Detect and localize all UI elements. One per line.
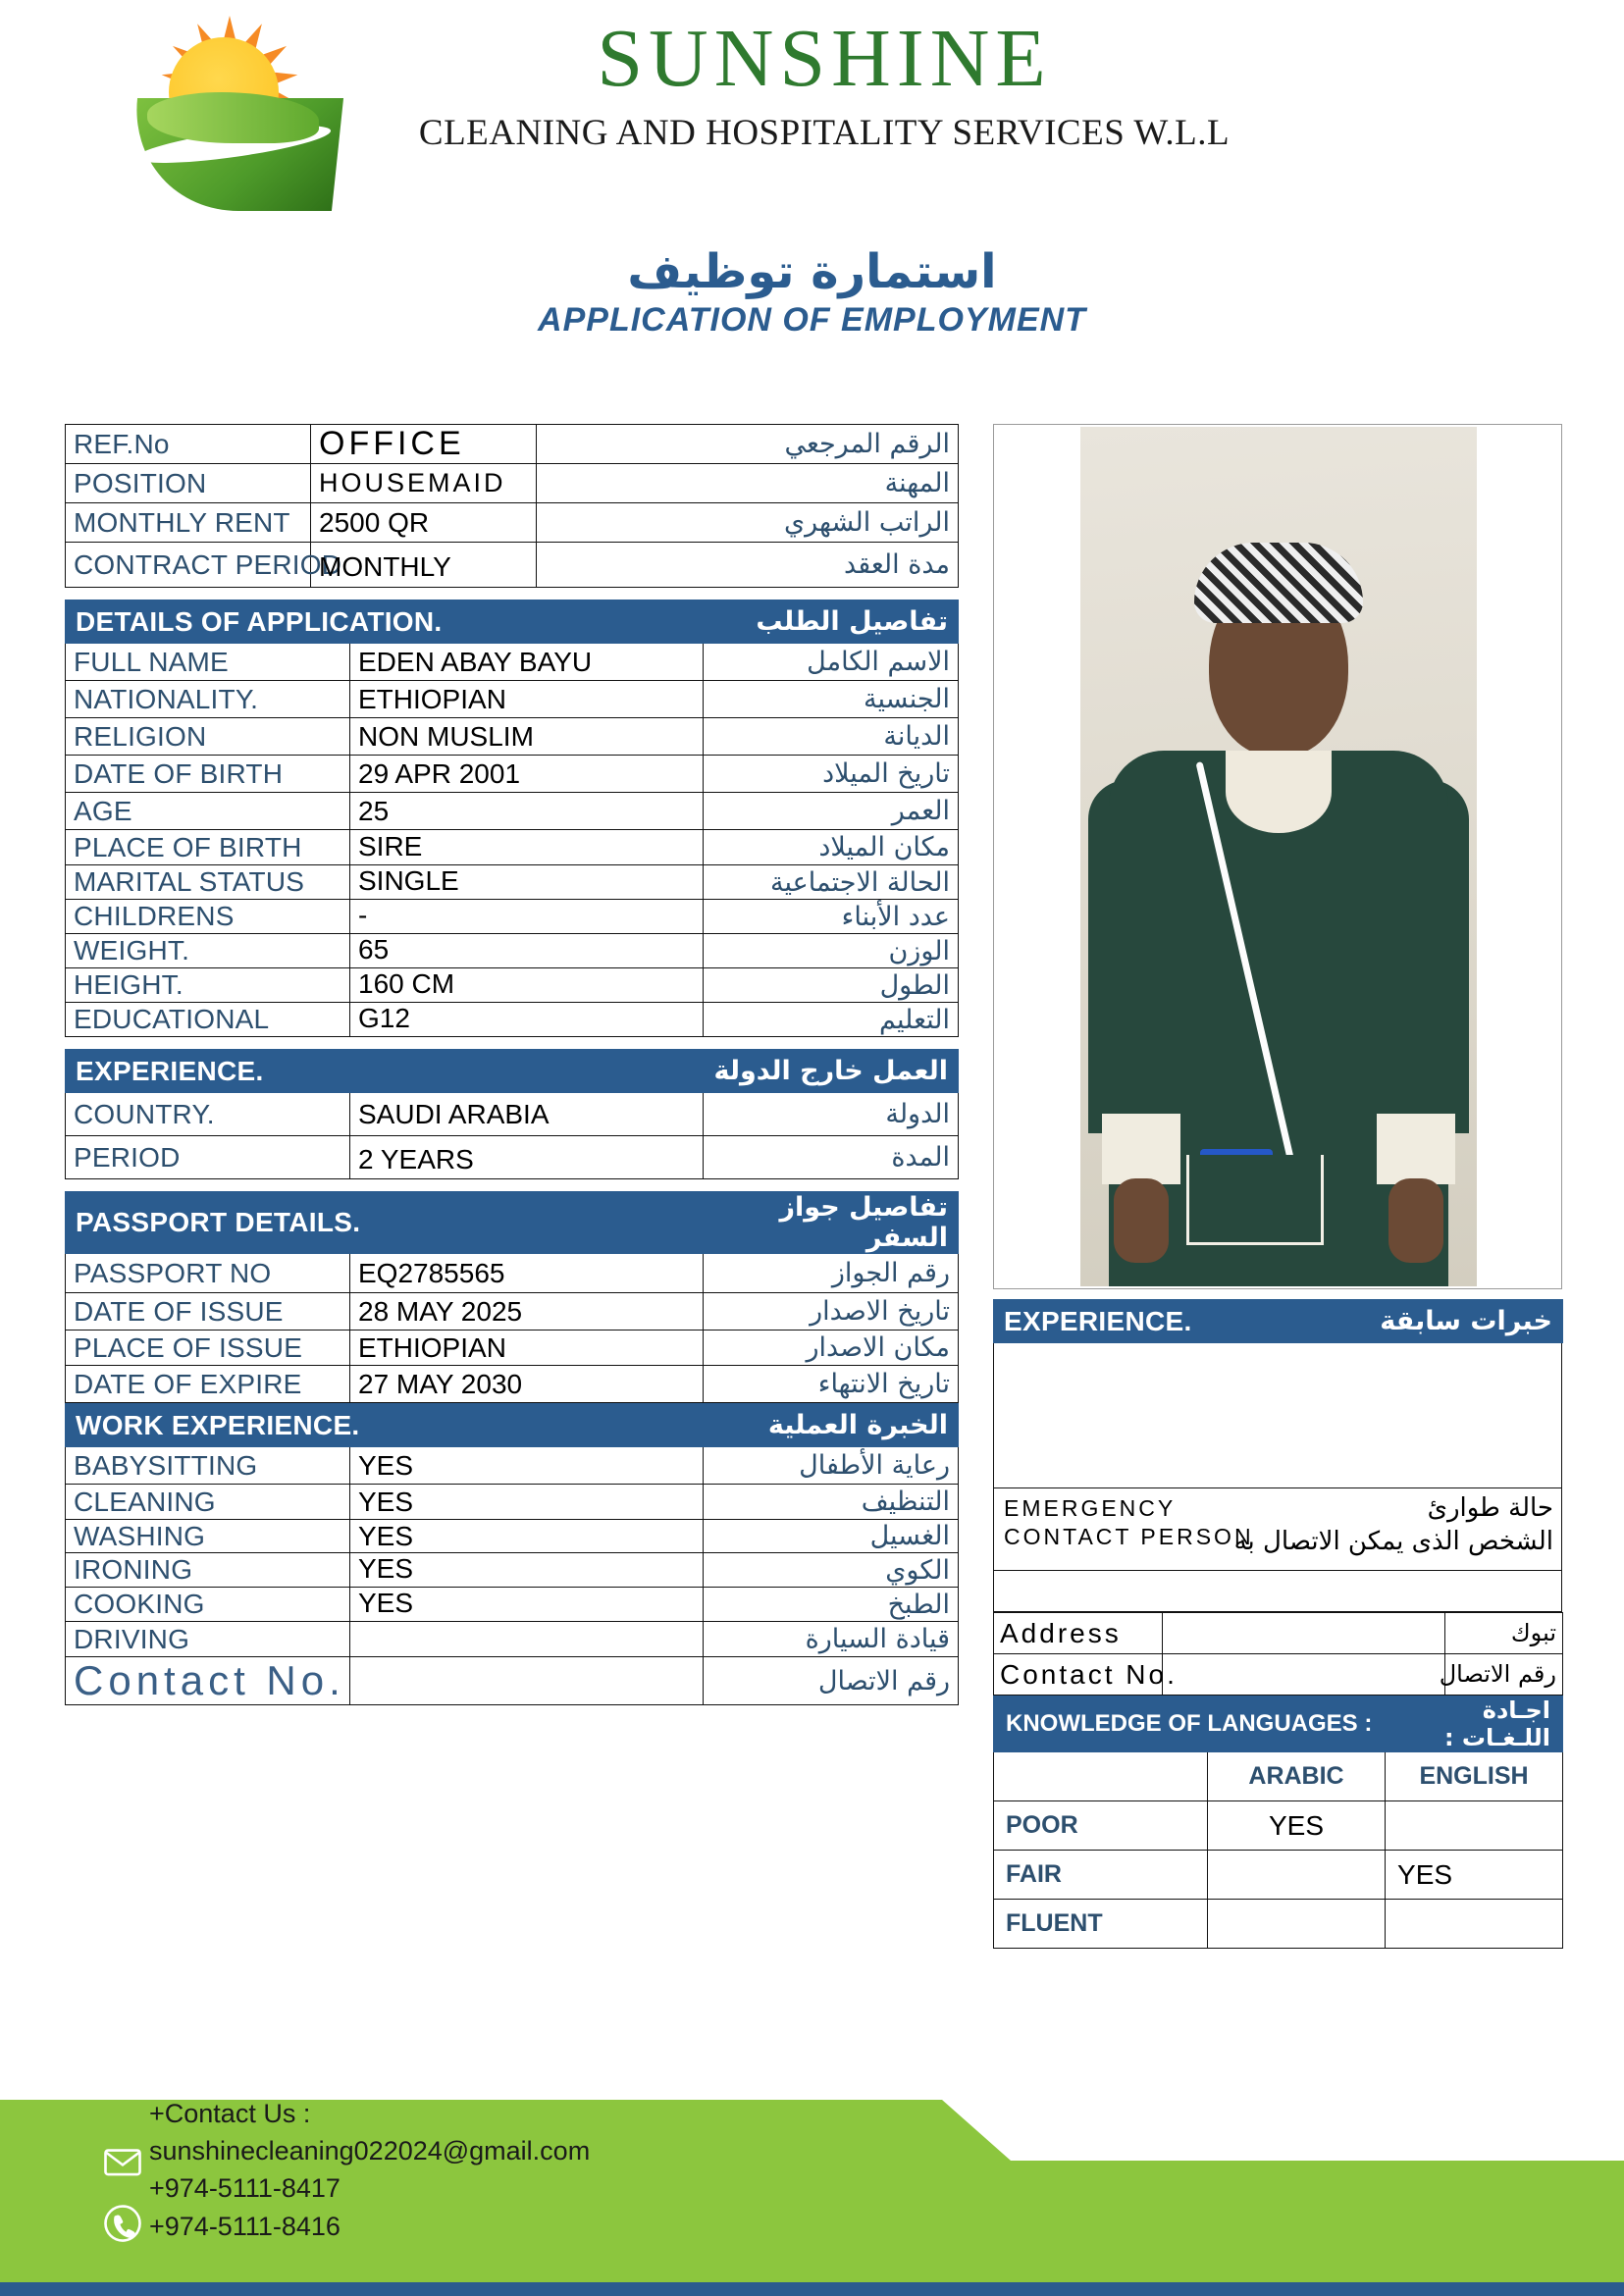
footer-contact-heading: +Contact Us : bbox=[149, 2098, 311, 2128]
previous-experience-table bbox=[993, 1299, 1563, 1343]
table-row bbox=[66, 718, 959, 756]
language-poor-arabic[interactable]: YES bbox=[1208, 1801, 1386, 1851]
passport-details-table bbox=[65, 1191, 959, 1403]
table-row bbox=[66, 793, 959, 830]
work-value-driving[interactable] bbox=[350, 1622, 704, 1657]
work-label-babysitting: BABYSITTING bbox=[66, 1447, 350, 1485]
work-arabic-washing: الغسيل bbox=[704, 1520, 959, 1553]
passport-value-issue-place[interactable]: ETHIOPIAN bbox=[350, 1331, 704, 1366]
passport-label-issue-date: DATE OF ISSUE bbox=[66, 1293, 350, 1331]
work-value-washing[interactable]: YES bbox=[350, 1520, 704, 1553]
document-header bbox=[0, 0, 1624, 245]
previous-experience-block bbox=[993, 1299, 1562, 1488]
details-band-arabic: تفاصيل الطلب bbox=[704, 600, 959, 644]
work-contact-no-arabic: رقم الاتصال bbox=[704, 1657, 959, 1705]
table-row bbox=[66, 1588, 959, 1622]
detail-value-dob[interactable]: 29 APR 2001 bbox=[350, 756, 704, 793]
table-row bbox=[66, 865, 959, 900]
detail-label-age: AGE bbox=[66, 793, 350, 830]
language-level-poor: POOR bbox=[994, 1801, 1208, 1851]
detail-arabic-childrens: عدد الأبناء bbox=[704, 900, 959, 934]
detail-arabic-nationality: الجنسية bbox=[704, 681, 959, 718]
previous-experience-band-arabic: خبرات سابقة bbox=[1318, 1300, 1563, 1343]
languages-band bbox=[994, 1696, 1563, 1752]
detail-label-marital-status: MARITAL STATUS bbox=[66, 865, 350, 900]
detail-arabic-dob: تاريخ الميلاد bbox=[704, 756, 959, 793]
envelope-icon bbox=[102, 2140, 143, 2181]
passport-arabic-expire-date: تاريخ الانتهاء bbox=[704, 1366, 959, 1403]
address-value[interactable] bbox=[1163, 1613, 1445, 1654]
table-row bbox=[994, 1654, 1563, 1696]
work-arabic-driving: قيادة السيارة bbox=[704, 1622, 959, 1657]
work-label-ironing: IRONING bbox=[66, 1553, 350, 1588]
emergency-contact-header bbox=[993, 1488, 1562, 1571]
language-fluent-english[interactable] bbox=[1386, 1900, 1563, 1949]
passport-band-arabic: تفاصيل جواز السفر bbox=[704, 1192, 959, 1254]
table-row bbox=[66, 1254, 959, 1293]
work-experience-table bbox=[65, 1403, 959, 1705]
contact-no-value[interactable] bbox=[1163, 1654, 1445, 1696]
right-column bbox=[993, 424, 1562, 1949]
address-label: Address bbox=[994, 1613, 1163, 1654]
work-value-cooking[interactable]: YES bbox=[350, 1588, 704, 1622]
passport-value-issue-date[interactable]: 28 MAY 2025 bbox=[350, 1293, 704, 1331]
table-row bbox=[66, 681, 959, 718]
office-label-rent: MONTHLY RENT bbox=[66, 503, 311, 543]
address-arabic: تبوك bbox=[1445, 1613, 1563, 1654]
contact-no-label: Contact No. bbox=[994, 1654, 1163, 1696]
emergency-contact-arabic: حالة طوارئ الشخص الذى يمكن الاتصال به bbox=[1233, 1493, 1553, 1556]
detail-value-full-name[interactable]: EDEN ABAY BAYU bbox=[350, 644, 704, 681]
office-label-refno: REF.No bbox=[66, 425, 311, 464]
footer-blue-bar bbox=[0, 2282, 1624, 2296]
passport-value-number[interactable]: EQ2785565 bbox=[350, 1254, 704, 1293]
page-title-arabic: استمارة توظيف bbox=[627, 244, 997, 299]
table-row bbox=[66, 1622, 959, 1657]
detail-label-weight: WEIGHT. bbox=[66, 934, 350, 968]
details-band bbox=[66, 600, 959, 644]
office-arabic-position: المهنة bbox=[537, 464, 959, 503]
table-row bbox=[66, 900, 959, 934]
document-title bbox=[0, 245, 1624, 339]
office-label-contract: CONTRACT PERIOD bbox=[66, 543, 311, 588]
table-row bbox=[66, 1553, 959, 1588]
languages-corner-cell bbox=[994, 1752, 1208, 1801]
office-value-refno[interactable]: OFFICE bbox=[311, 425, 537, 464]
language-level-fair: FAIR bbox=[994, 1851, 1208, 1900]
passport-value-expire-date[interactable]: 27 MAY 2030 bbox=[350, 1366, 704, 1403]
languages-band-english: KNOWLEDGE OF LANGUAGES : bbox=[994, 1696, 1386, 1752]
table-row bbox=[66, 644, 959, 681]
address-contact-table bbox=[993, 1612, 1563, 1696]
language-fluent-arabic[interactable] bbox=[1208, 1900, 1386, 1949]
detail-arabic-height: الطول bbox=[704, 968, 959, 1003]
detail-arabic-religion: الديانة bbox=[704, 718, 959, 756]
languages-column-arabic: ARABIC bbox=[1208, 1752, 1386, 1801]
footer-phone-2[interactable]: +974-5111-8416 bbox=[149, 2211, 341, 2241]
office-label-position: POSITION bbox=[66, 464, 311, 503]
detail-arabic-marital-status: الحالة الاجتماعية bbox=[704, 865, 959, 900]
abroad-experience-band-arabic: العمل خارج الدولة bbox=[704, 1050, 959, 1093]
left-column bbox=[65, 424, 958, 1705]
detail-arabic-age: العمر bbox=[704, 793, 959, 830]
detail-label-nationality: NATIONALITY. bbox=[66, 681, 350, 718]
details-band-english: DETAILS OF APPLICATION. bbox=[66, 600, 704, 644]
abroad-experience-band-english: EXPERIENCE. bbox=[66, 1050, 704, 1093]
passport-band bbox=[66, 1192, 959, 1254]
work-contact-no-value[interactable] bbox=[350, 1657, 704, 1705]
languages-band-arabic: اجـادة اللـغـات : bbox=[1386, 1696, 1563, 1752]
detail-value-weight[interactable]: 65 bbox=[350, 934, 704, 968]
office-arabic-rent: الراتب الشهري bbox=[537, 503, 959, 543]
detail-label-full-name: FULL NAME bbox=[66, 644, 350, 681]
abroad-arabic-country: الدولة bbox=[704, 1093, 959, 1136]
abroad-value-period[interactable]: 2 YEARS bbox=[350, 1136, 704, 1179]
table-row bbox=[994, 1801, 1563, 1851]
footer-phone-1[interactable]: +974-5111-8417 bbox=[149, 2173, 341, 2204]
office-value-position[interactable]: HOUSEMAID bbox=[311, 464, 537, 503]
work-value-ironing[interactable]: YES bbox=[350, 1553, 704, 1588]
brand-name: SUNSHINE bbox=[597, 13, 1052, 104]
passport-label-number: PASSPORT NO bbox=[66, 1254, 350, 1293]
office-arabic-refno: الرقم المرجعي bbox=[537, 425, 959, 464]
passport-label-issue-place: PLACE OF ISSUE bbox=[66, 1331, 350, 1366]
work-experience-band-english: WORK EXPERIENCE. bbox=[66, 1404, 704, 1447]
table-row bbox=[994, 1752, 1563, 1801]
table-row bbox=[66, 756, 959, 793]
detail-value-childrens[interactable]: - bbox=[350, 900, 704, 934]
contact-no-arabic: رقم الاتصال bbox=[1445, 1654, 1563, 1696]
work-arabic-cleaning: التنظيف bbox=[704, 1485, 959, 1520]
work-label-cleaning: CLEANING bbox=[66, 1485, 350, 1520]
work-label-driving: DRIVING bbox=[66, 1622, 350, 1657]
details-of-application-table bbox=[65, 600, 959, 1037]
table-row bbox=[66, 425, 959, 464]
table-row bbox=[66, 1093, 959, 1136]
table-row bbox=[66, 1485, 959, 1520]
office-value-rent[interactable]: 2500 QR bbox=[311, 503, 537, 543]
table-row bbox=[66, 503, 959, 543]
work-arabic-ironing: الكوي bbox=[704, 1553, 959, 1588]
passport-band-english: PASSPORT DETAILS. bbox=[66, 1192, 704, 1254]
table-row bbox=[66, 543, 959, 588]
detail-arabic-educational: التعليم bbox=[704, 1003, 959, 1037]
brand-wordmark bbox=[383, 13, 1266, 154]
previous-experience-band bbox=[994, 1300, 1563, 1343]
abroad-arabic-period: المدة bbox=[704, 1136, 959, 1179]
table-row bbox=[66, 464, 959, 503]
emergency-contact-value[interactable] bbox=[993, 1571, 1562, 1612]
emergency-contact-english: EMERGENCY CONTACT PERSON bbox=[1004, 1495, 1254, 1549]
knowledge-of-languages-table bbox=[993, 1696, 1563, 1949]
page-title-english: APPLICATION OF EMPLOYMENT bbox=[538, 301, 1086, 339]
detail-arabic-place-of-birth: مكان الميلاد bbox=[704, 830, 959, 865]
detail-label-dob: DATE OF BIRTH bbox=[66, 756, 350, 793]
previous-experience-band-english: EXPERIENCE. bbox=[994, 1300, 1318, 1343]
office-info-table bbox=[65, 424, 959, 588]
work-value-babysitting[interactable]: YES bbox=[350, 1447, 704, 1485]
languages-column-english: ENGLISH bbox=[1386, 1752, 1563, 1801]
language-poor-english[interactable] bbox=[1386, 1801, 1563, 1851]
table-row bbox=[994, 1900, 1563, 1949]
detail-arabic-weight: الوزن bbox=[704, 934, 959, 968]
detail-value-place-of-birth[interactable]: SIRE bbox=[350, 830, 704, 865]
language-fair-arabic[interactable] bbox=[1208, 1851, 1386, 1900]
applicant-photo bbox=[993, 424, 1562, 1289]
work-arabic-cooking: الطبخ bbox=[704, 1588, 959, 1622]
work-label-cooking: COOKING bbox=[66, 1588, 350, 1622]
document-footer bbox=[0, 2100, 1624, 2296]
detail-label-childrens: CHILDRENS bbox=[66, 900, 350, 934]
detail-value-height[interactable]: 160 CM bbox=[350, 968, 704, 1003]
detail-value-nationality[interactable]: ETHIOPIAN bbox=[350, 681, 704, 718]
table-row bbox=[66, 1366, 959, 1403]
previous-experience-value[interactable] bbox=[993, 1343, 1562, 1488]
passport-arabic-issue-place: مكان الاصدار bbox=[704, 1331, 959, 1366]
table-row bbox=[66, 934, 959, 968]
work-arabic-babysitting: رعاية الأطفال bbox=[704, 1447, 959, 1485]
table-row bbox=[66, 1003, 959, 1037]
detail-label-religion: RELIGION bbox=[66, 718, 350, 756]
detail-label-place-of-birth: PLACE OF BIRTH bbox=[66, 830, 350, 865]
detail-value-marital-status[interactable]: SINGLE bbox=[350, 865, 704, 900]
work-label-washing: WASHING bbox=[66, 1520, 350, 1553]
office-value-contract[interactable]: MONTHLY bbox=[311, 543, 537, 588]
passport-label-expire-date: DATE OF EXPIRE bbox=[66, 1366, 350, 1403]
work-experience-band-arabic: الخبرة العملية bbox=[704, 1404, 959, 1447]
table-row bbox=[66, 1657, 959, 1705]
detail-value-age[interactable]: 25 bbox=[350, 793, 704, 830]
office-arabic-contract: مدة العقد bbox=[537, 543, 959, 588]
table-row bbox=[66, 1293, 959, 1331]
work-contact-no-label: Contact No. bbox=[66, 1657, 350, 1705]
table-row bbox=[994, 1613, 1563, 1654]
abroad-experience-table bbox=[65, 1049, 959, 1179]
detail-label-height: HEIGHT. bbox=[66, 968, 350, 1003]
abroad-label-period: PERIOD bbox=[66, 1136, 350, 1179]
brand-tagline: CLEANING AND HOSPITALITY SERVICES W.L.L bbox=[418, 113, 1231, 153]
table-row bbox=[66, 968, 959, 1003]
abroad-label-country: COUNTRY. bbox=[66, 1093, 350, 1136]
abroad-experience-band bbox=[66, 1050, 959, 1093]
abroad-value-country[interactable]: SAUDI ARABIA bbox=[350, 1093, 704, 1136]
work-value-cleaning[interactable]: YES bbox=[350, 1485, 704, 1520]
footer-contact-block bbox=[149, 2095, 590, 2245]
table-row bbox=[66, 1447, 959, 1485]
sun-leaf-logo-icon bbox=[118, 8, 343, 199]
table-row bbox=[994, 1851, 1563, 1900]
language-level-fluent: FLUENT bbox=[994, 1900, 1208, 1949]
detail-value-religion[interactable]: NON MUSLIM bbox=[350, 718, 704, 756]
detail-value-educational[interactable]: G12 bbox=[350, 1003, 704, 1037]
passport-arabic-issue-date: تاريخ الاصدار bbox=[704, 1293, 959, 1331]
table-row bbox=[66, 830, 959, 865]
passport-arabic-number: رقم الجواز bbox=[704, 1254, 959, 1293]
table-row bbox=[66, 1331, 959, 1366]
work-experience-band bbox=[66, 1404, 959, 1447]
table-row bbox=[66, 1520, 959, 1553]
footer-email[interactable]: sunshinecleaning022024@gmail.com bbox=[149, 2136, 591, 2166]
detail-arabic-full-name: الاسم الكامل bbox=[704, 644, 959, 681]
telephone-icon bbox=[102, 2203, 143, 2244]
language-fair-english[interactable]: YES bbox=[1386, 1851, 1563, 1900]
table-row bbox=[66, 1136, 959, 1179]
detail-label-educational: EDUCATIONAL bbox=[66, 1003, 350, 1037]
